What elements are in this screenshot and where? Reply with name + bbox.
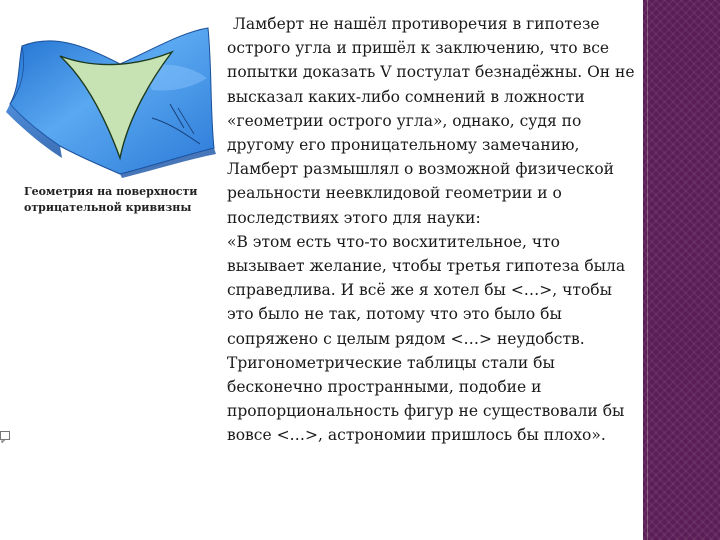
figure-caption xyxy=(24,184,204,216)
note-icon[interactable] xyxy=(0,428,10,440)
paragraph-1: Ламберт не нашёл противоречия в гипотезе острого угла и пришёл к заключению, что все попытки доказать V постулат безнадёжны. Он не высказал каких-либо сомнений в ложности «геометрии острого угла», однако, судя по другому его проницательному замечанию, Ламберт размышлял о возможной физической реальности неевклидовой геометрии и о последствиях этого для науки: xyxy=(227,15,635,227)
caption-line-2: отрицательной кривизны xyxy=(24,201,192,214)
saddle-surface-figure xyxy=(2,8,220,178)
main-text xyxy=(227,12,642,448)
decorative-side-band xyxy=(643,0,720,540)
caption-line-1: Геометрия на поверхности xyxy=(24,185,198,198)
paragraph-2: «В этом есть что-то восхитительное, что вызывает желание, чтобы третья гипотеза была справедлива. И всё же я хотел бы <…>, чтобы это было не так, потому что это было бы сопряжено с целым рядом <…> неудобств. Тригонометрические таблицы стали бы бесконечно пространными, подобие и пропорциональность фигур не существовали бы вовсе <…>, астрономии пришлось бы плохо». xyxy=(227,232,626,445)
